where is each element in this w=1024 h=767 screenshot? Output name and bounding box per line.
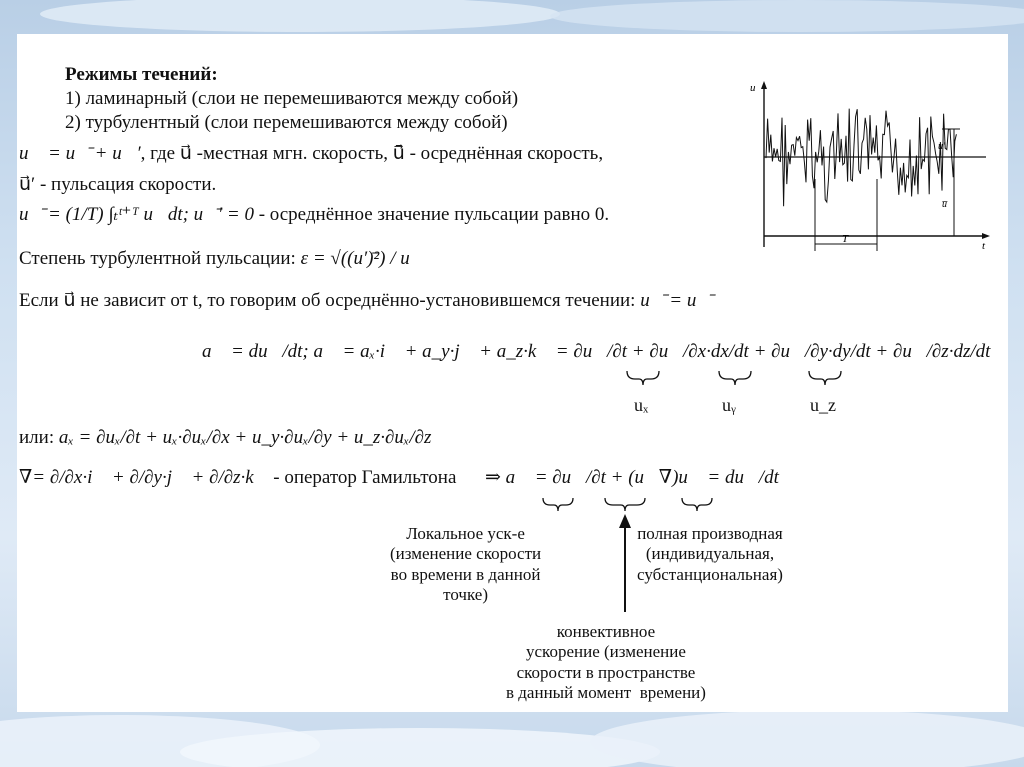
graph-period-label: T [842,233,849,245]
graph-mean-label: u̅ [942,199,947,210]
mode-laminar: 1) ламинарный (слои не перемешиваются между собой) [65,88,519,109]
intensity-line [19,249,410,268]
slide [17,34,1008,712]
steady-line [19,291,711,310]
graph-x-arrow [982,233,990,239]
graph-x-label: t [982,240,986,252]
intensity-text: Степень турбулентной пульсации: [19,248,296,269]
or-label: или: [19,427,55,448]
ax-formula: aₓ = ∂uₓ/∂t + uₓ·∂uₓ/∂x + u_y·∂uₓ/∂y + u_z·∂uₓ/∂z [58,427,432,448]
turbulence-graph [742,79,992,254]
nabla-text: - оператор Гамильтона [273,467,457,488]
uz-label: u_z [810,395,836,415]
ux-label: uₓ [634,395,649,415]
velocity-def-text: , где u⃗ -местная мгн. скорость, u⃗̄ - осреднённая скорость, [140,143,604,164]
intensity-formula: ε = √((u′)̄²) / u [300,248,410,269]
nabla-formula: ∇= ∂/∂x·i⃗ + ∂/∂y·j⃗ + ∂/∂z·k⃗ [19,467,269,488]
total-derivative-formula: ⇒ a⃗ = ∂u⃗/∂t + (u⃗∇)u⃗ = du⃗/dt [485,467,779,488]
convective-acceleration-label: конвективное ускорение (изменение скорости в пространстве в данный момент времени) [506,622,706,703]
graph-y-label: u [750,82,756,94]
steady-text: Если u⃗ не зависит от t, то говорим об осреднённо-установившемся течении: [19,290,636,311]
pulsation-text: u⃗′ - пульсация скорости. [19,174,217,195]
uy-label: uᵧ [722,395,736,415]
local-acceleration-label: Локальное уск-е (изменение скорости во времени в данной точке) [390,524,542,605]
mode-turbulent: 2) турбулентный (слои перемешиваются между собой) [65,112,508,133]
graph-y-arrow [761,81,767,89]
acceleration-formula: a⃗ = du⃗/dt; a⃗ = aₓ·i⃗ + a_y·j⃗ + a_z·k⃗ = ∂u⃗/∂t + ∂u⃗/∂x·dx/dt + ∂u⃗/∂y·dy/dt + ∂u⃗/∂z·dz/dt [202,341,991,362]
velocity-definition-line [19,144,603,163]
graph-pulsation-label: u′ [938,141,946,152]
mean-formula: u⃗̄ = (1/T) ∫ₜᵗ⁺ᵀ u⃗dt; u⃗̄′ = 0 [19,204,254,225]
slide-title: Режимы течений: [65,64,218,85]
ax-line [19,428,431,447]
total-derivative-label: полная производная (индивидуальная, субстанциональная) [637,524,783,584]
component-braces [617,367,857,391]
nabla-line [19,468,456,487]
mean-text: - осреднённое значение пульсации равно 0. [258,204,610,225]
mean-line [19,205,609,224]
velocity-def-formula: u⃗ = u⃗̄ + u⃗′ [19,143,141,164]
steady-formula: u⃗̄̄ = u⃗̄ [640,290,712,311]
